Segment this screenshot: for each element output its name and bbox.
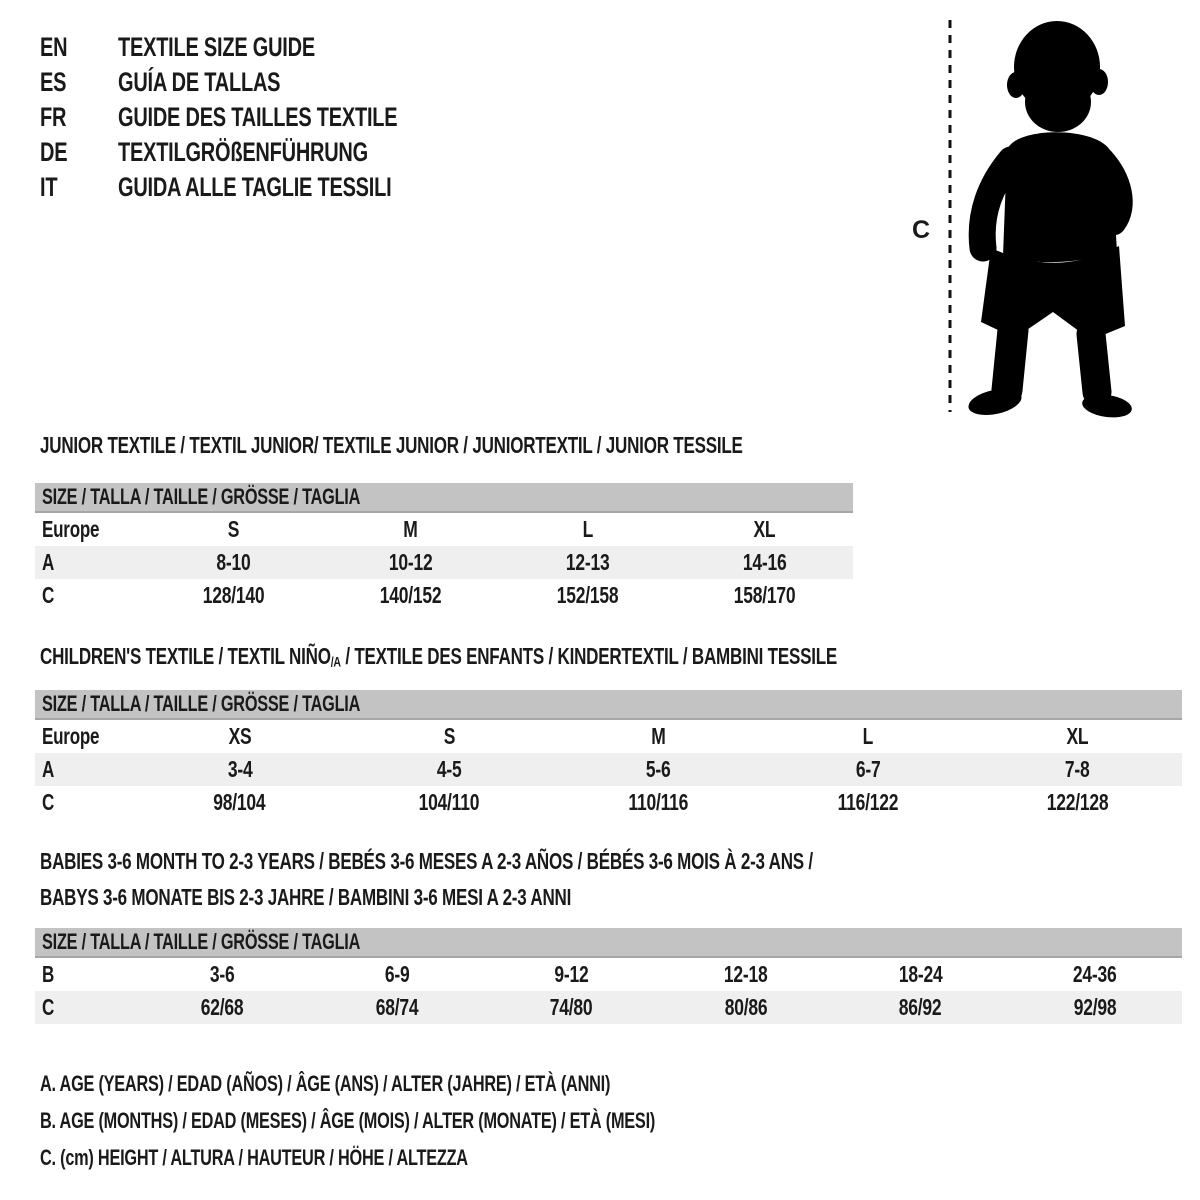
age-cell: 6-9 [384,961,410,987]
lang-label: TEXTILGRÖßENFÜHRUNG [118,137,368,167]
table-row-age-months [35,958,1182,991]
lang-label: GUIDE DES TAILLES TEXTILE [118,102,398,132]
height-cell: 68/74 [375,994,419,1020]
table-row-height [35,579,853,612]
age-cell: 14-16 [742,549,787,575]
age-cell: 7-8 [1065,756,1090,782]
lang-row-en [40,30,496,65]
age-cell: 12-18 [723,961,768,987]
size-cell: XL [753,516,776,542]
lang-code: FR [40,102,67,132]
lang-row-it [40,170,496,205]
height-cell: 104/110 [418,789,480,815]
table-row-height [35,991,1182,1024]
lang-code: EN [40,32,68,62]
size-cell: L [862,723,874,749]
height-cell: 158/170 [733,582,796,608]
row-label: A [42,549,55,575]
age-cell: 8-10 [216,549,251,575]
size-cell: S [443,723,455,749]
size-cell: L [582,516,593,542]
lang-label: TEXTILE SIZE GUIDE [118,32,315,62]
height-cell: 116/122 [837,789,899,815]
lang-label: GUIDA ALLE TAGLIE TESSILI [118,172,392,202]
size-header-bar [35,928,1182,958]
nino-a-subscript: /A [330,654,341,671]
size-cell: XL [1066,723,1089,749]
size-header-text: SIZE / TALLA / TAILLE / GRÖSSE / TAGLIA [42,484,361,509]
size-header-bar [35,690,1182,720]
lang-row-es [40,65,496,100]
size-header-text: SIZE / TALLA / TAILLE / GRÖSSE / TAGLIA [42,691,361,716]
legend-age-months: B. AGE (MONTHS) / EDAD (MESES) / ÂGE (MOIS) / ALTER (MONATE) / ETÀ (MESI) [40,1107,656,1133]
row-label: Europe [42,723,100,749]
lang-code: IT [40,172,58,202]
age-cell: 10-12 [388,549,433,575]
age-cell: 12-13 [565,549,610,575]
height-cell: 98/104 [213,789,266,815]
height-cell: 128/140 [202,582,265,608]
language-list [40,30,496,205]
height-cell: 62/68 [200,994,244,1020]
measure-legend [40,1065,871,1176]
size-cell: XS [228,723,252,749]
table-row-age [35,753,1182,786]
row-label: Europe [42,516,100,542]
age-cell: 3-4 [227,756,252,782]
size-header-bar [35,483,853,513]
lang-row-fr [40,100,496,135]
height-cell: 92/98 [1073,994,1117,1020]
size-cell: M [403,516,418,542]
age-cell: 6-7 [855,756,881,782]
lang-row-de [40,135,496,170]
age-cell: 4-5 [436,756,462,782]
legend-age-years: A. AGE (YEARS) / EDAD (AÑOS) / ÂGE (ANS) / ALTER (JAHRE) / ETÀ (ANNI) [40,1070,611,1096]
row-label: B [42,961,55,987]
height-cell: 110/116 [628,789,689,815]
children-size-table [35,690,1182,819]
height-cell: 152/158 [556,582,619,608]
table-row-europe [35,720,1182,753]
height-cell: 80/86 [724,994,768,1020]
lang-label: GUÍA DE TALLAS [118,67,281,97]
toddler-silhouette-figure [895,10,1145,422]
junior-size-table [35,483,853,612]
legend-height-cm: C. (cm) HEIGHT / ALTURA / HAUTEUR / HÖHE / ALTEZZA [40,1144,468,1170]
lang-code: DE [40,137,68,167]
babies-section-title-line1: BABIES 3-6 MONTH TO 2-3 YEARS / BEBÉS 3-6 MESES A 2-3 AÑOS / BÉBÉS 3-6 MOIS À 2-3 ANS / [40,848,813,874]
babies-size-table [35,928,1182,1024]
babies-section-title-line2: BABYS 3-6 MONATE BIS 2-3 JAHRE / BAMBINI 3-6 MESI A 2-3 ANNI [40,884,572,910]
row-label: C [42,789,55,815]
table-row-height [35,786,1182,819]
height-cell: 86/92 [898,994,942,1020]
age-cell: 24-36 [1072,961,1117,987]
size-cell: M [651,723,666,749]
lang-code: ES [40,67,67,97]
height-cell: 140/152 [379,582,442,608]
children-section-title: CHILDREN'S TEXTILE / TEXTIL NIÑO/A / TEXTILE DES ENFANTS / KINDERTEXTIL / BAMBINI TESSILE [40,643,838,671]
size-header-text: SIZE / TALLA / TAILLE / GRÖSSE / TAGLIA [42,929,361,954]
age-cell: 9-12 [554,961,589,987]
height-cell: 122/128 [1046,789,1109,815]
age-cell: 18-24 [898,961,943,987]
row-label: A [42,756,55,782]
height-cell: 74/80 [549,994,593,1020]
age-cell: 3-6 [209,961,235,987]
age-cell: 5-6 [646,756,671,782]
table-row-age [35,546,853,579]
size-cell: S [227,516,240,542]
toddler-silhouette-image [966,21,1133,420]
junior-section-title: JUNIOR TEXTILE / TEXTIL JUNIOR/ TEXTILE JUNIOR / JUNIORTEXTIL / JUNIOR TESSILE [40,432,743,458]
height-measure-label: C [912,216,931,244]
row-label: C [42,582,55,608]
row-label: C [42,994,55,1020]
table-row-europe [35,513,853,546]
